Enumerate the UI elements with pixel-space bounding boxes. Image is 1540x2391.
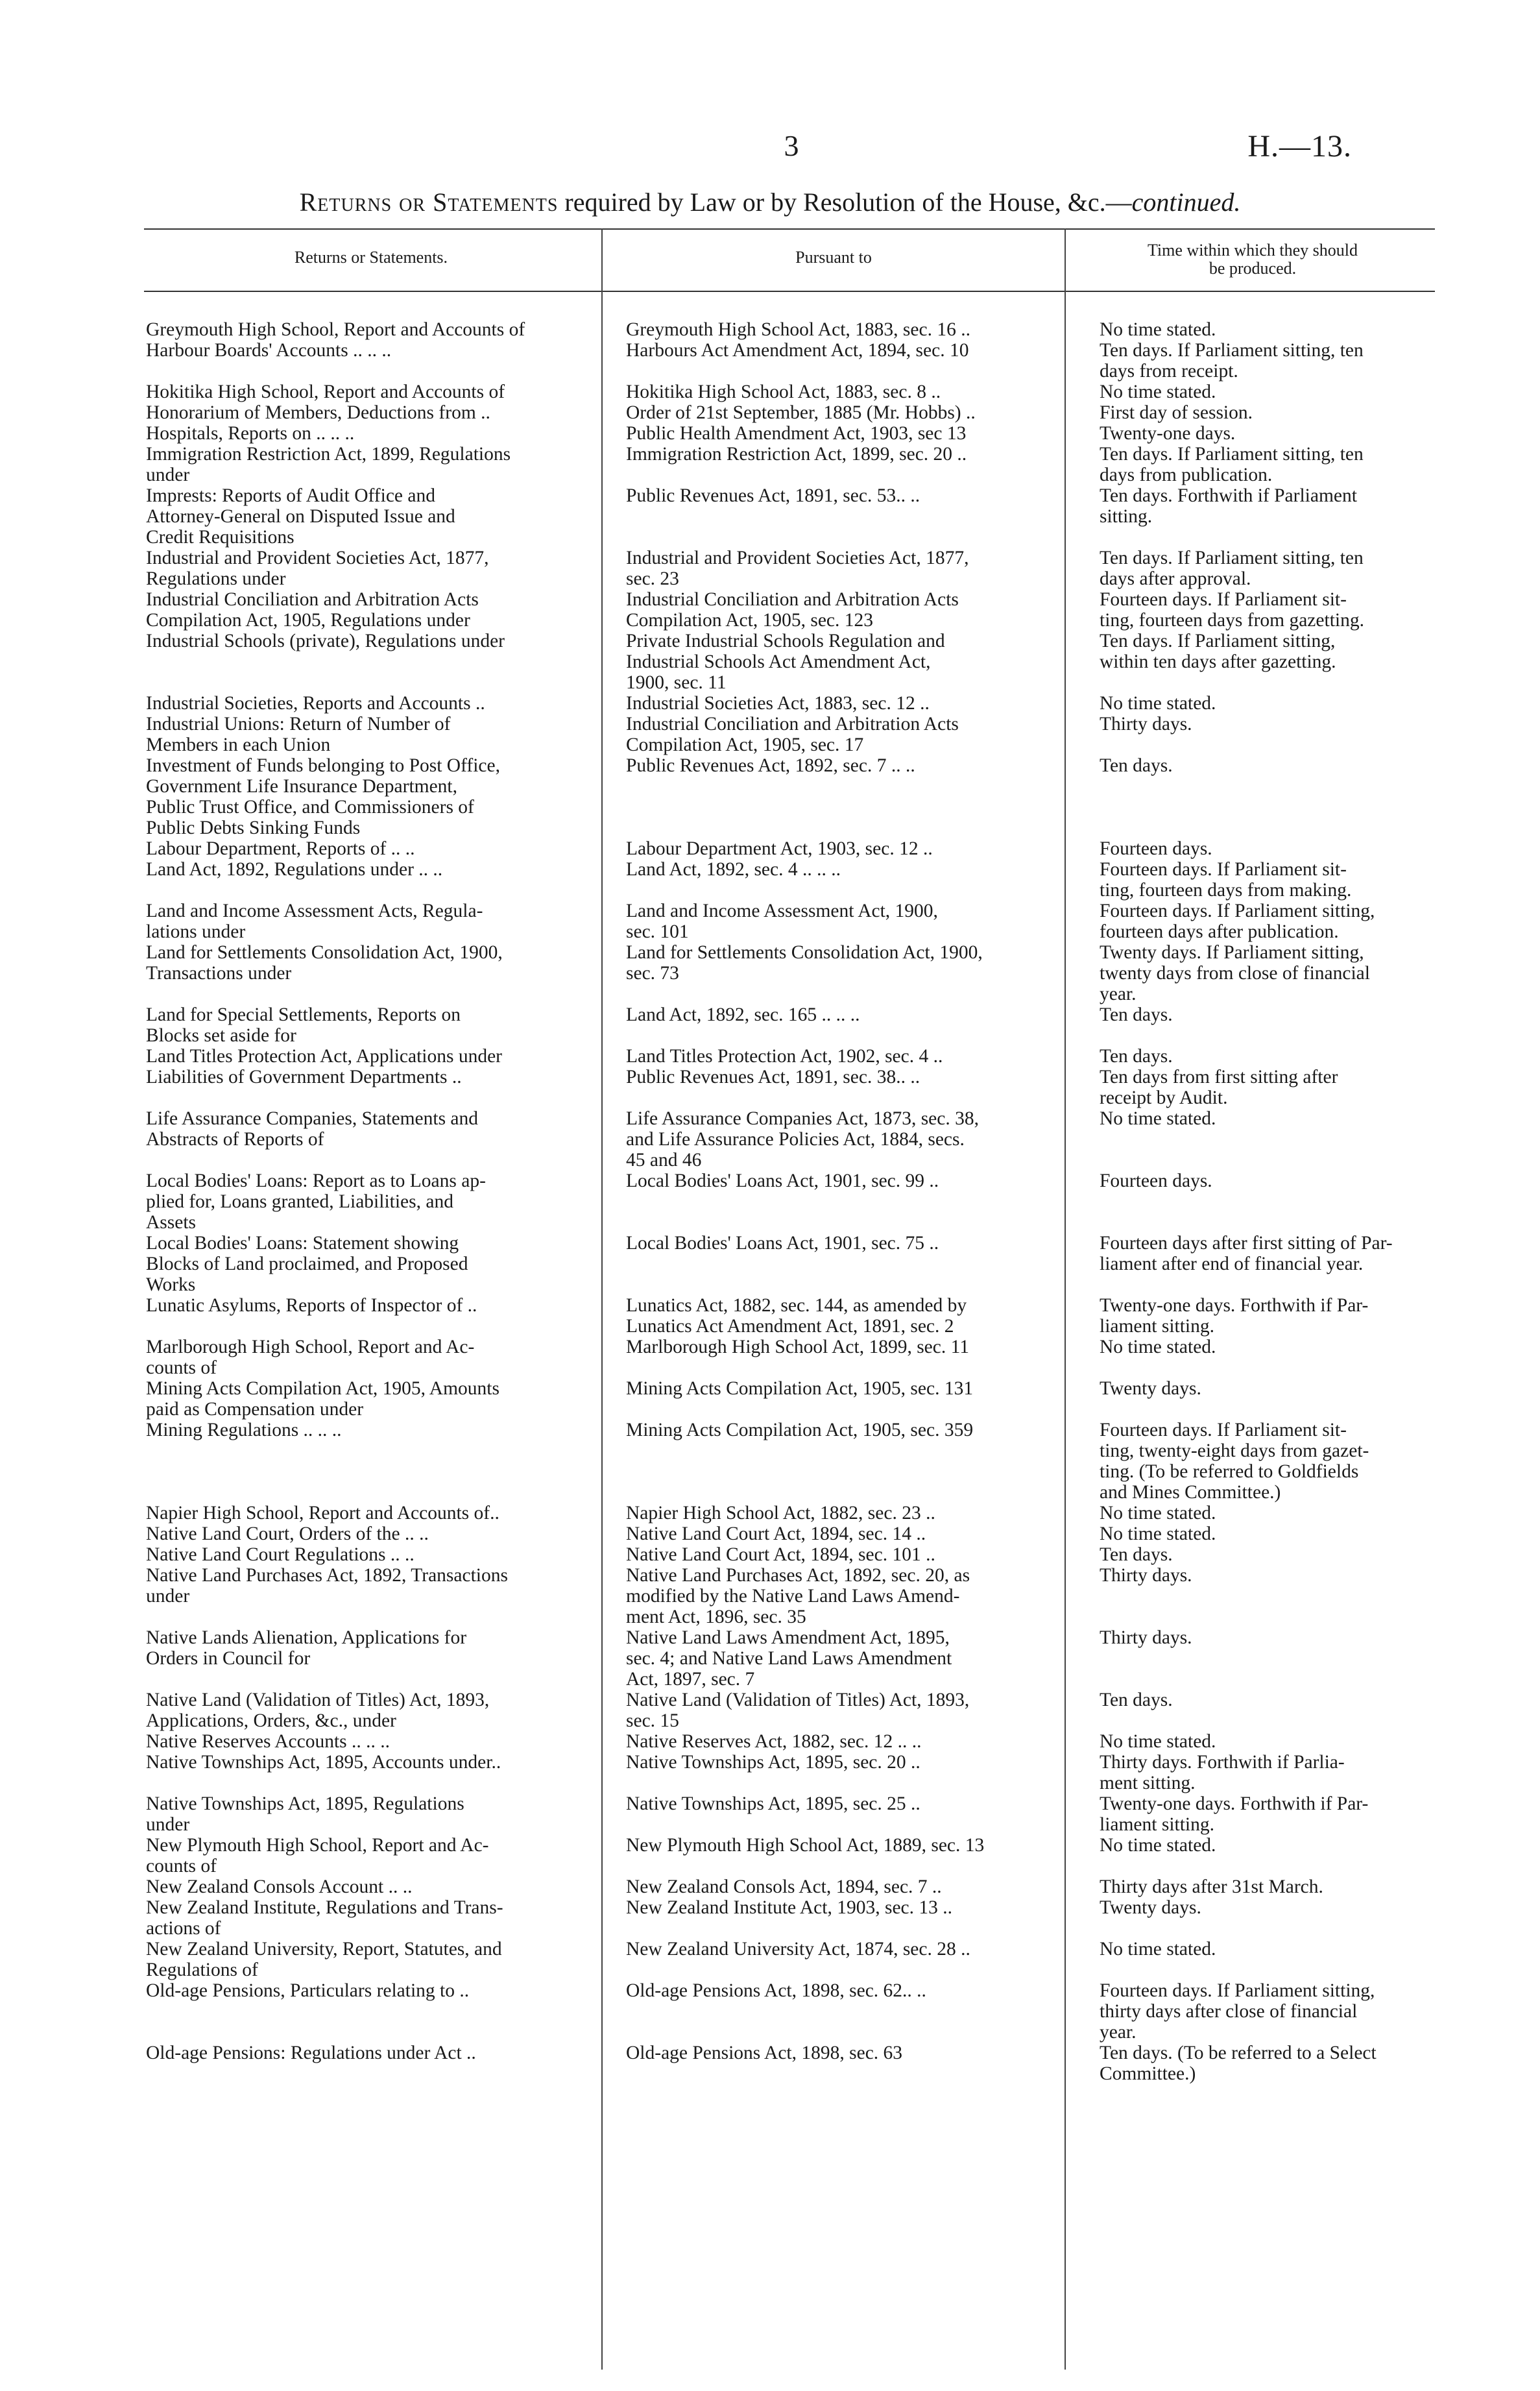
return-cell: Old-age Pensions, Particulars relating to .. xyxy=(146,1980,470,2001)
column-header-pursuant: Pursuant to xyxy=(795,248,872,267)
time-cell: Ten days from first sitting after receipt by Audit. xyxy=(1100,1067,1338,1108)
pursuant-cell: Labour Department Act, 1903, sec. 12 .. xyxy=(626,838,933,859)
return-cell: Native Land Court Regulations .. .. xyxy=(146,1544,415,1565)
pursuant-cell: Industrial Societies Act, 1883, sec. 12 .. xyxy=(626,693,930,714)
table-row xyxy=(0,548,1540,589)
table-row xyxy=(0,942,1540,1004)
time-cell: Fourteen days. If Parliament sit- ting, fourteen days from making. xyxy=(1100,859,1352,901)
table-row xyxy=(0,1731,1540,1752)
table-row xyxy=(0,1378,1540,1420)
time-cell: Twenty-one days. xyxy=(1100,423,1236,444)
pursuant-cell: Marlborough High School Act, 1899, sec. 11 xyxy=(626,1337,970,1357)
time-cell: Fourteen days. If Parliament sitting, fourteen days after publication. xyxy=(1100,901,1375,942)
time-cell: No time stated. xyxy=(1100,1337,1216,1357)
pursuant-cell: New Plymouth High School Act, 1889, sec. 13 xyxy=(626,1835,985,1856)
pursuant-cell: Public Revenues Act, 1892, sec. 7 .. .. xyxy=(626,755,915,776)
time-cell: Fourteen days. If Parliament sitting, thirty days after close of financial year. xyxy=(1100,1980,1375,2043)
time-cell: Ten days. xyxy=(1100,1544,1173,1565)
pursuant-cell: Lunatics Act, 1882, sec. 144, as amended by Lunatics Act Amendment Act, 1891, sec. 2 xyxy=(626,1295,967,1337)
return-cell: Napier High School, Report and Accounts of.. xyxy=(146,1503,499,1523)
time-cell: Thirty days. xyxy=(1100,714,1192,734)
pursuant-cell: Life Assurance Companies Act, 1873, sec. 38, and Life Assurance Policies Act, 1884, secs. 45 and 46 xyxy=(626,1108,979,1171)
page-title xyxy=(0,187,1540,217)
return-cell: Lunatic Asylums, Reports of Inspector of .. xyxy=(146,1295,477,1316)
return-cell: New Plymouth High School, Report and Ac- counts of xyxy=(146,1835,489,1876)
return-cell: Land Act, 1892, Regulations under .. .. xyxy=(146,859,443,880)
table-row xyxy=(0,589,1540,631)
table-row xyxy=(0,1793,1540,1835)
entries-table xyxy=(0,319,1540,2084)
return-cell: Imprests: Reports of Audit Office and Attorney-General on Disputed Issue and Credit Requisitions xyxy=(146,485,455,548)
return-cell: Life Assurance Companies, Statements and Abstracts of Reports of xyxy=(146,1108,479,1150)
time-cell: Thirty days. xyxy=(1100,1627,1192,1648)
column-header-time: Time within which they should be produced. xyxy=(1147,241,1358,278)
time-cell: Ten days. If Parliament sitting, ten days from receipt. xyxy=(1100,340,1364,382)
return-cell: New Zealand Consols Account .. .. xyxy=(146,1876,413,1897)
pursuant-cell: Greymouth High School Act, 1883, sec. 16 .. xyxy=(626,319,970,340)
return-cell: Greymouth High School, Report and Accounts of xyxy=(146,319,525,340)
pursuant-cell: Native Land (Validation of Titles) Act, 1893, sec. 15 xyxy=(626,1690,970,1731)
time-cell: No time stated. xyxy=(1100,1731,1216,1752)
pursuant-cell: Land Act, 1892, sec. 165 .. .. .. xyxy=(626,1004,860,1025)
table-row xyxy=(0,1835,1540,1876)
return-cell: Native Townships Act, 1895, Accounts under.. xyxy=(146,1752,501,1773)
pursuant-cell: Order of 21st September, 1885 (Mr. Hobbs) .. xyxy=(626,402,976,423)
table-row xyxy=(0,444,1540,485)
time-cell: No time stated. xyxy=(1100,1108,1216,1129)
time-cell: Twenty days. xyxy=(1100,1897,1201,1918)
table-row xyxy=(0,1980,1540,2043)
table-row xyxy=(0,1420,1540,1503)
table-row xyxy=(0,402,1540,423)
time-cell: Ten days. xyxy=(1100,1690,1173,1710)
time-cell: Thirty days after 31st March. xyxy=(1100,1876,1323,1897)
time-cell: Fourteen days after first sitting of Par- liament after end of financial year. xyxy=(1100,1233,1393,1274)
pursuant-cell: Public Revenues Act, 1891, sec. 53.. .. xyxy=(626,485,920,506)
pursuant-cell: New Zealand University Act, 1874, sec. 28 .. xyxy=(626,1939,970,1960)
return-cell: New Zealand University, Report, Statutes, and Regulations of xyxy=(146,1939,502,1980)
pursuant-cell: Land Titles Protection Act, 1902, sec. 4 .. xyxy=(626,1046,943,1067)
pursuant-cell: Native Townships Act, 1895, sec. 20 .. xyxy=(626,1752,920,1773)
table-row xyxy=(0,631,1540,693)
pursuant-cell: Land for Settlements Consolidation Act, 1900, sec. 73 xyxy=(626,942,983,984)
table-row xyxy=(0,382,1540,402)
pursuant-cell: Native Land Court Act, 1894, sec. 14 .. xyxy=(626,1523,926,1544)
table-row xyxy=(0,1876,1540,1897)
time-cell: Ten days. Forthwith if Parliament sitting. xyxy=(1100,485,1357,527)
table-row xyxy=(0,1565,1540,1627)
time-cell: Ten days. xyxy=(1100,1004,1173,1025)
return-cell: Labour Department, Reports of .. .. xyxy=(146,838,415,859)
table-row xyxy=(0,423,1540,444)
return-cell: Mining Regulations .. .. .. xyxy=(146,1420,342,1440)
time-cell: Ten days. If Parliament sitting, ten days after approval. xyxy=(1100,548,1364,589)
table-row xyxy=(0,1523,1540,1544)
time-cell: Ten days. If Parliament sitting, within ten days after gazetting. xyxy=(1100,631,1336,672)
pursuant-cell: Native Reserves Act, 1882, sec. 12 .. .. xyxy=(626,1731,922,1752)
time-cell: Ten days. xyxy=(1100,1046,1173,1067)
time-cell: No time stated. xyxy=(1100,693,1216,714)
table-row xyxy=(0,1544,1540,1565)
pursuant-cell: Industrial and Provident Societies Act, 1877, sec. 23 xyxy=(626,548,969,589)
pursuant-cell: Hokitika High School Act, 1883, sec. 8 .. xyxy=(626,382,941,402)
document-reference: H.—13. xyxy=(1247,129,1352,164)
table-row xyxy=(0,2043,1540,2084)
return-cell: Mining Acts Compilation Act, 1905, Amounts paid as Compensation under xyxy=(146,1378,499,1420)
table-row xyxy=(0,859,1540,901)
return-cell: Native Land Purchases Act, 1892, Transactions under xyxy=(146,1565,508,1607)
table-row xyxy=(0,1233,1540,1295)
return-cell: Land for Settlements Consolidation Act, 1900, Transactions under xyxy=(146,942,503,984)
table-row xyxy=(0,319,1540,340)
time-cell: Twenty days. xyxy=(1100,1378,1201,1399)
time-cell: Twenty days. If Parliament sitting, twenty days from close of financial year. xyxy=(1100,942,1370,1004)
return-cell: Marlborough High School, Report and Ac- counts of xyxy=(146,1337,475,1378)
time-cell: First day of session. xyxy=(1100,402,1253,423)
pursuant-cell: Old-age Pensions Act, 1898, sec. 62.. .. xyxy=(626,1980,926,2001)
pursuant-cell: Private Industrial Schools Regulation and Industrial Schools Act Amendment Act, 1900, sec. 11 xyxy=(626,631,945,693)
time-cell: Ten days. (To be referred to a Select Committee.) xyxy=(1100,2043,1377,2084)
pursuant-cell: Land Act, 1892, sec. 4 .. .. .. xyxy=(626,859,841,880)
pursuant-cell: Native Townships Act, 1895, sec. 25 .. xyxy=(626,1793,920,1814)
time-cell: No time stated. xyxy=(1100,1523,1216,1544)
pursuant-cell: Mining Acts Compilation Act, 1905, sec. 131 xyxy=(626,1378,974,1399)
return-cell: Local Bodies' Loans: Statement showing Blocks of Land proclaimed, and Proposed Works xyxy=(146,1233,468,1295)
time-cell: Twenty-one days. Forthwith if Par- liament sitting. xyxy=(1100,1295,1369,1337)
return-cell: Honorarium of Members, Deductions from .. xyxy=(146,402,490,423)
table-row xyxy=(0,901,1540,942)
title-continued: continued. xyxy=(1131,188,1241,217)
pursuant-cell: Napier High School Act, 1882, sec. 23 .. xyxy=(626,1503,935,1523)
time-cell: Fourteen days. xyxy=(1100,1171,1212,1191)
time-cell: Ten days. xyxy=(1100,755,1173,776)
time-cell: No time stated. xyxy=(1100,382,1216,402)
table-row xyxy=(0,1939,1540,1980)
time-cell: Thirty days. Forthwith if Parlia- ment sitting. xyxy=(1100,1752,1345,1793)
table-row xyxy=(0,838,1540,859)
time-cell: No time stated. xyxy=(1100,1835,1216,1856)
time-cell: Twenty-one days. Forthwith if Par- liament sitting. xyxy=(1100,1793,1369,1835)
return-cell: New Zealand Institute, Regulations and Trans- actions of xyxy=(146,1897,503,1939)
header-top-rule xyxy=(144,228,1435,230)
pursuant-cell: Immigration Restriction Act, 1899, sec. 20 .. xyxy=(626,444,967,465)
table-row xyxy=(0,1004,1540,1046)
return-cell: Industrial Conciliation and Arbitration Acts Compilation Act, 1905, Regulations under xyxy=(146,589,479,631)
return-cell: Industrial Schools (private), Regulations under xyxy=(146,631,505,651)
pursuant-cell: Native Land Laws Amendment Act, 1895, sec. 4; and Native Land Laws Amendment Act, 1897, sec. 7 xyxy=(626,1627,952,1690)
table-row xyxy=(0,1067,1540,1108)
pursuant-cell: Old-age Pensions Act, 1898, sec. 63 xyxy=(626,2043,903,2063)
pursuant-cell: Public Health Amendment Act, 1903, sec 13 xyxy=(626,423,967,444)
return-cell: Native Reserves Accounts .. .. .. xyxy=(146,1731,391,1752)
return-cell: Native Lands Alienation, Applications for Orders in Council for xyxy=(146,1627,467,1669)
table-row xyxy=(0,485,1540,548)
column-header-returns: Returns or Statements. xyxy=(294,248,448,267)
time-cell: No time stated. xyxy=(1100,319,1216,340)
return-cell: Hospitals, Reports on .. .. .. xyxy=(146,423,355,444)
table-row xyxy=(0,1171,1540,1233)
return-cell: Harbour Boards' Accounts .. .. .. xyxy=(146,340,392,361)
time-cell: Fourteen days. If Parliament sit- ting, fourteen days from gazetting. xyxy=(1100,589,1364,631)
return-cell: Land Titles Protection Act, Applications under xyxy=(146,1046,502,1067)
page-number: 3 xyxy=(784,129,799,162)
return-cell: Industrial and Provident Societies Act, 1877, Regulations under xyxy=(146,548,489,589)
return-cell: Immigration Restriction Act, 1899, Regulations under xyxy=(146,444,511,485)
table-row xyxy=(0,1108,1540,1171)
pursuant-cell: Local Bodies' Loans Act, 1901, sec. 75 .. xyxy=(626,1233,939,1254)
pursuant-cell: New Zealand Institute Act, 1903, sec. 13 .. xyxy=(626,1897,953,1918)
time-cell: Thirty days. xyxy=(1100,1565,1192,1586)
table-row xyxy=(0,1046,1540,1067)
pursuant-cell: Harbours Act Amendment Act, 1894, sec. 10 xyxy=(626,340,969,361)
header-bottom-rule xyxy=(144,291,1435,292)
table-row xyxy=(0,1752,1540,1793)
pursuant-cell: Industrial Conciliation and Arbitration Acts Compilation Act, 1905, sec. 123 xyxy=(626,589,959,631)
return-cell: Industrial Unions: Return of Number of Members in each Union xyxy=(146,714,451,755)
title-small-caps: Returns or Statements xyxy=(299,188,559,217)
pursuant-cell: Native Land Purchases Act, 1892, sec. 20, as modified by the Native Land Laws Amend- ment Act, 1896, sec. 35 xyxy=(626,1565,970,1627)
return-cell: Land and Income Assessment Acts, Regula- lations under xyxy=(146,901,483,942)
table-row xyxy=(0,693,1540,714)
time-cell: No time stated. xyxy=(1100,1939,1216,1960)
table-row xyxy=(0,1690,1540,1731)
return-cell: Local Bodies' Loans: Report as to Loans ap- plied for, Loans granted, Liabilities, and Assets xyxy=(146,1171,486,1233)
return-cell: Native Land Court, Orders of the .. .. xyxy=(146,1523,429,1544)
return-cell: Native Land (Validation of Titles) Act, 1893, Applications, Orders, &c., under xyxy=(146,1690,490,1731)
pursuant-cell: Public Revenues Act, 1891, sec. 38.. .. xyxy=(626,1067,920,1087)
time-cell: Fourteen days. If Parliament sit- ting, twenty-eight days from gazet- ting. (To be referred to Goldfields and Mines Committee.) xyxy=(1100,1420,1369,1503)
return-cell: Industrial Societies, Reports and Accounts .. xyxy=(146,693,485,714)
return-cell: Old-age Pensions: Regulations under Act .. xyxy=(146,2043,476,2063)
table-row xyxy=(0,1295,1540,1337)
pursuant-cell: Land and Income Assessment Act, 1900, sec. 101 xyxy=(626,901,938,942)
table-row xyxy=(0,1897,1540,1939)
return-cell: Investment of Funds belonging to Post Office, Government Life Insurance Department, Public Trust Office, and Commissioners of Public Debts Sinking Funds xyxy=(146,755,500,838)
return-cell: Hokitika High School, Report and Accounts of xyxy=(146,382,505,402)
return-cell: Liabilities of Government Departments .. xyxy=(146,1067,462,1087)
pursuant-cell: Mining Acts Compilation Act, 1905, sec. 359 xyxy=(626,1420,974,1440)
pursuant-cell: Local Bodies' Loans Act, 1901, sec. 99 .. xyxy=(626,1171,939,1191)
table-row xyxy=(0,755,1540,838)
table-row xyxy=(0,1503,1540,1523)
pursuant-cell: New Zealand Consols Act, 1894, sec. 7 .. xyxy=(626,1876,942,1897)
title-middle: required by Law or by Resolution of the House, &c.— xyxy=(558,188,1132,217)
pursuant-cell: Native Land Court Act, 1894, sec. 101 .. xyxy=(626,1544,935,1565)
time-cell: Fourteen days. xyxy=(1100,838,1212,859)
table-row xyxy=(0,1627,1540,1690)
return-cell: Land for Special Settlements, Reports on Blocks set aside for xyxy=(146,1004,461,1046)
table-row xyxy=(0,1337,1540,1378)
return-cell: Native Townships Act, 1895, Regulations under xyxy=(146,1793,464,1835)
table-row xyxy=(0,340,1540,382)
time-cell: No time stated. xyxy=(1100,1503,1216,1523)
time-cell: Ten days. If Parliament sitting, ten days from publication. xyxy=(1100,444,1364,485)
table-row xyxy=(0,714,1540,755)
pursuant-cell: Industrial Conciliation and Arbitration Acts Compilation Act, 1905, sec. 17 xyxy=(626,714,959,755)
